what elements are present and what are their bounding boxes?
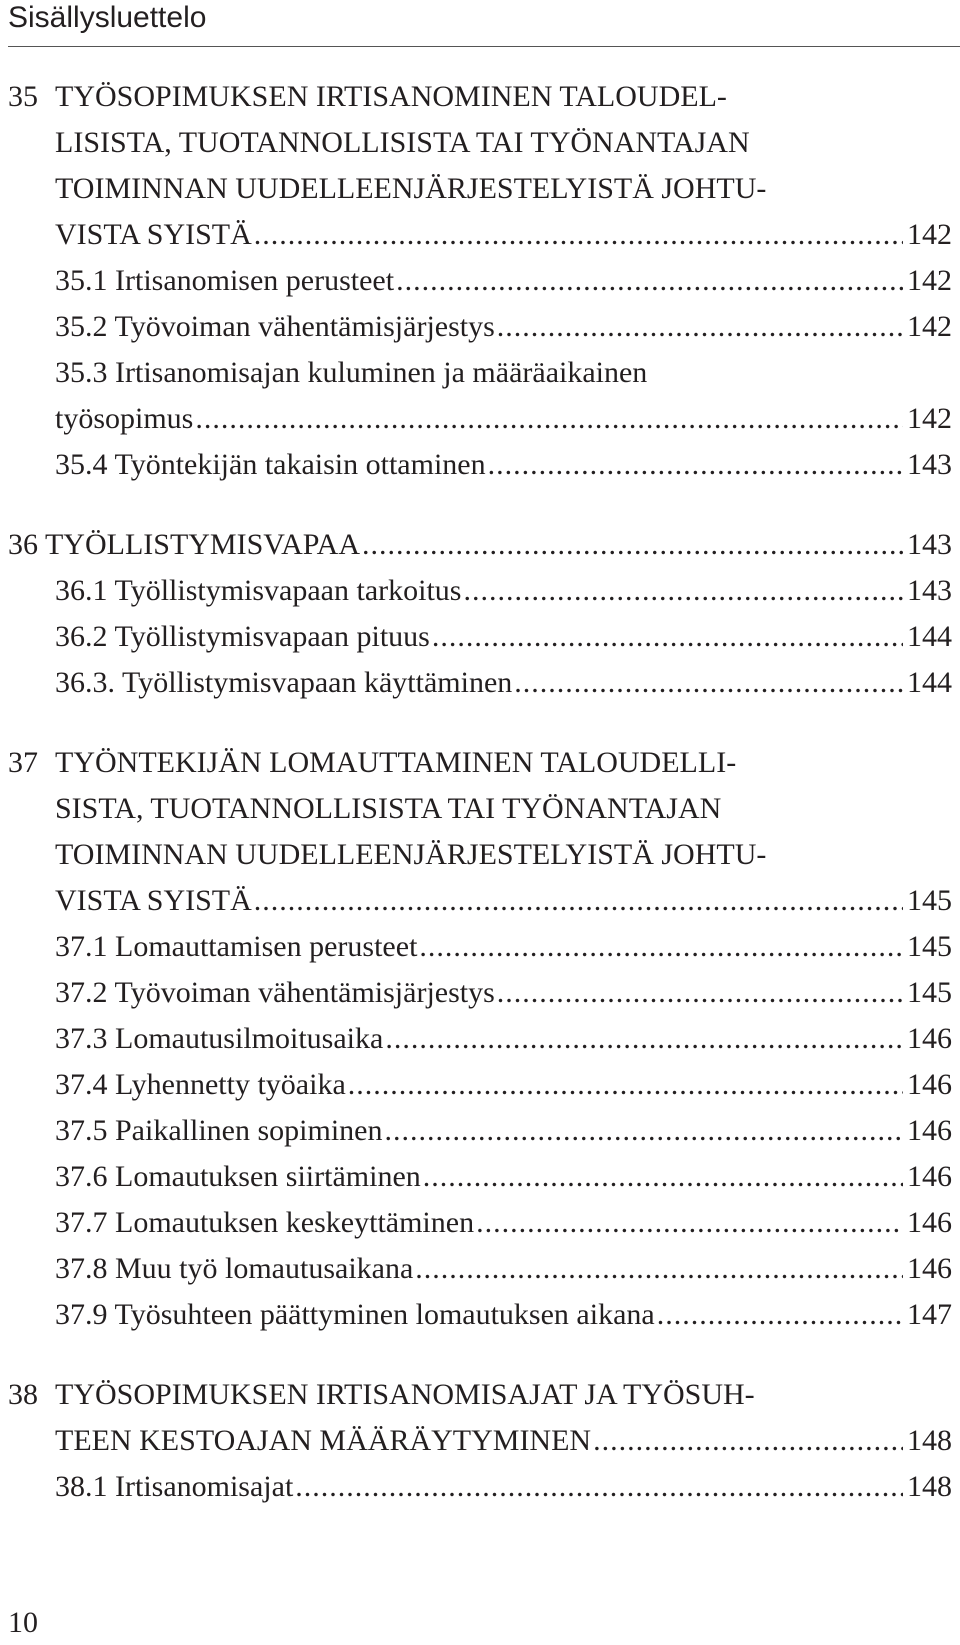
leader-dots bbox=[463, 568, 903, 614]
toc-entry-page: 143 bbox=[907, 448, 952, 481]
leader-dots bbox=[396, 258, 903, 304]
toc-section-number: 35 bbox=[8, 80, 38, 113]
toc-entry-title: VISTA SYISTÄ bbox=[55, 218, 252, 251]
section-gap bbox=[8, 1338, 952, 1372]
toc-entry-page: 147 bbox=[907, 1298, 952, 1331]
toc-entry-37-4[interactable] bbox=[8, 1062, 952, 1108]
toc-section-37-line-1 bbox=[8, 740, 952, 786]
leader-dots bbox=[254, 212, 903, 258]
toc-entry-35-1[interactable] bbox=[8, 258, 952, 304]
toc-entry-36-2[interactable] bbox=[8, 614, 952, 660]
toc-entry-title: 35.2 Työvoiman vähentämisjärjestys bbox=[55, 310, 495, 343]
toc-entry-page: 148 bbox=[907, 1470, 952, 1503]
toc-entry-36-3[interactable] bbox=[8, 660, 952, 706]
toc-section-number: 37 bbox=[8, 746, 38, 779]
toc-entry-page: 143 bbox=[907, 574, 952, 607]
toc-entry-36-1[interactable] bbox=[8, 568, 952, 614]
toc-entry-title: 37.8 Muu työ lomautusaikana bbox=[55, 1252, 414, 1285]
toc-entry-title: 36.3. Työllistymisvapaan käyttäminen bbox=[55, 666, 513, 699]
toc-entry-38-1[interactable] bbox=[8, 1464, 952, 1510]
toc-entry-page: 144 bbox=[907, 666, 952, 699]
leader-dots bbox=[514, 660, 903, 706]
toc-entry-page: 145 bbox=[907, 884, 952, 917]
toc-entry-35-2[interactable] bbox=[8, 304, 952, 350]
section-gap bbox=[8, 488, 952, 522]
toc-entry-page: 146 bbox=[907, 1068, 952, 1101]
toc-section-35-line-3 bbox=[8, 166, 952, 212]
toc-entry-title: 37.9 Työsuhteen päättyminen lomautuksen aikana bbox=[55, 1298, 655, 1331]
page-header-title: Sisällysluettelo bbox=[8, 1, 207, 34]
page-header bbox=[8, 0, 960, 47]
leader-dots bbox=[295, 1464, 903, 1510]
leader-dots bbox=[497, 970, 903, 1016]
section-gap bbox=[8, 706, 952, 740]
leader-dots bbox=[423, 1154, 903, 1200]
leader-dots bbox=[432, 614, 903, 660]
toc-entry-page: 144 bbox=[907, 620, 952, 653]
toc-section-35-line-2 bbox=[8, 120, 952, 166]
table-of-contents bbox=[8, 74, 952, 1510]
leader-dots bbox=[385, 1016, 903, 1062]
toc-section-37-line-2 bbox=[8, 786, 952, 832]
leader-dots bbox=[488, 442, 903, 488]
toc-entry-title: 36.2 Työllistymisvapaan pituus bbox=[55, 620, 430, 653]
toc-entry-page: 148 bbox=[907, 1424, 952, 1457]
leader-dots bbox=[415, 1246, 903, 1292]
toc-entry-37-7[interactable] bbox=[8, 1200, 952, 1246]
toc-section-title-part: TYÖSOPIMUKSEN IRTISANOMINEN TALOUDEL- bbox=[55, 80, 727, 113]
toc-entry-title: 35.4 Työntekijän takaisin ottaminen bbox=[55, 448, 486, 481]
toc-entry-title: 37.4 Lyhennetty työaika bbox=[55, 1068, 346, 1101]
toc-entry-page: 146 bbox=[907, 1160, 952, 1193]
toc-entry-title: 36.1 Työllistymisvapaan tarkoitus bbox=[55, 574, 462, 607]
toc-entry-36[interactable] bbox=[8, 522, 952, 568]
toc-entry-title: TEEN KESTOAJAN MÄÄRÄYTYMINEN bbox=[55, 1424, 592, 1457]
toc-entry-page: 146 bbox=[907, 1252, 952, 1285]
toc-section-title-part: LISISTA, TUOTANNOLLISISTA TAI TYÖNANTAJAN bbox=[55, 126, 750, 159]
toc-entry-title: 38.1 Irtisanomisajat bbox=[55, 1470, 294, 1503]
toc-entry-page: 143 bbox=[907, 528, 952, 561]
toc-entry-37-9[interactable] bbox=[8, 1292, 952, 1338]
toc-entry-title: VISTA SYISTÄ bbox=[55, 884, 252, 917]
toc-section-38-line-1 bbox=[8, 1372, 952, 1418]
toc-section-title-part: SISTA, TUOTANNOLLISISTA TAI TYÖNANTAJAN bbox=[55, 792, 722, 825]
toc-entry-page: 142 bbox=[907, 310, 952, 343]
toc-entry-37-3[interactable] bbox=[8, 1016, 952, 1062]
toc-entry-35[interactable] bbox=[8, 212, 952, 258]
toc-entry-title-part: 35.3 Irtisanomisajan kuluminen ja määräaikainen bbox=[55, 356, 648, 389]
toc-entry-page: 142 bbox=[907, 264, 952, 297]
toc-entry-page: 145 bbox=[907, 976, 952, 1009]
toc-entry-page: 146 bbox=[907, 1114, 952, 1147]
toc-entry-37-8[interactable] bbox=[8, 1246, 952, 1292]
toc-entry-title: 37.2 Työvoiman vähentämisjärjestys bbox=[55, 976, 495, 1009]
toc-entry-35-4[interactable] bbox=[8, 442, 952, 488]
leader-dots bbox=[348, 1062, 903, 1108]
leader-dots bbox=[362, 522, 903, 568]
toc-entry-title: työsopimus bbox=[55, 402, 194, 435]
toc-entry-page: 142 bbox=[907, 402, 952, 435]
toc-entry-title: 37.1 Lomauttamisen perusteet bbox=[55, 930, 418, 963]
toc-entry-page: 146 bbox=[907, 1022, 952, 1055]
toc-entry-37-1[interactable] bbox=[8, 924, 952, 970]
toc-section-35-line-1 bbox=[8, 74, 952, 120]
toc-entry-page: 145 bbox=[907, 930, 952, 963]
toc-entry-title: 37.3 Lomautusilmoitusaika bbox=[55, 1022, 384, 1055]
toc-section-37-line-3 bbox=[8, 832, 952, 878]
leader-dots bbox=[384, 1108, 903, 1154]
leader-dots bbox=[419, 924, 903, 970]
toc-entry-title: 37.6 Lomautuksen siirtäminen bbox=[55, 1160, 421, 1193]
toc-entry-page: 146 bbox=[907, 1206, 952, 1239]
toc-entry-title: 36 TYÖLLISTYMISVAPAA bbox=[8, 528, 361, 561]
toc-entry-title: 35.1 Irtisanomisen perusteet bbox=[55, 264, 395, 297]
leader-dots bbox=[593, 1418, 903, 1464]
toc-entry-37-2[interactable] bbox=[8, 970, 952, 1016]
toc-section-title-part: TYÖSOPIMUKSEN IRTISANOMISAJAT JA TYÖSUH- bbox=[55, 1378, 755, 1411]
toc-section-title-part: TOIMINNAN UUDELLEENJÄRJESTELYISTÄ JOHTU- bbox=[55, 172, 767, 205]
toc-entry-35-3[interactable] bbox=[8, 396, 952, 442]
toc-entry-38[interactable] bbox=[8, 1418, 952, 1464]
leader-dots bbox=[476, 1200, 903, 1246]
toc-entry-title: 37.5 Paikallinen sopiminen bbox=[55, 1114, 383, 1147]
leader-dots bbox=[657, 1292, 903, 1338]
toc-entry-35-3-line-1 bbox=[8, 350, 952, 396]
page-number: 10 bbox=[8, 1606, 38, 1639]
toc-section-title-part: TOIMINNAN UUDELLEENJÄRJESTELYISTÄ JOHTU- bbox=[55, 838, 767, 871]
toc-entry-37-6[interactable] bbox=[8, 1154, 952, 1200]
toc-section-title-part: TYÖNTEKIJÄN LOMAUTTAMINEN TALOUDELLI- bbox=[55, 746, 737, 779]
toc-entry-37-5[interactable] bbox=[8, 1108, 952, 1154]
toc-entry-title: 37.7 Lomautuksen keskeyttäminen bbox=[55, 1206, 475, 1239]
leader-dots bbox=[195, 396, 903, 442]
leader-dots bbox=[254, 878, 903, 924]
toc-entry-37[interactable] bbox=[8, 878, 952, 924]
toc-entry-page: 142 bbox=[907, 218, 952, 251]
toc-section-number: 38 bbox=[8, 1378, 38, 1411]
leader-dots bbox=[497, 304, 903, 350]
